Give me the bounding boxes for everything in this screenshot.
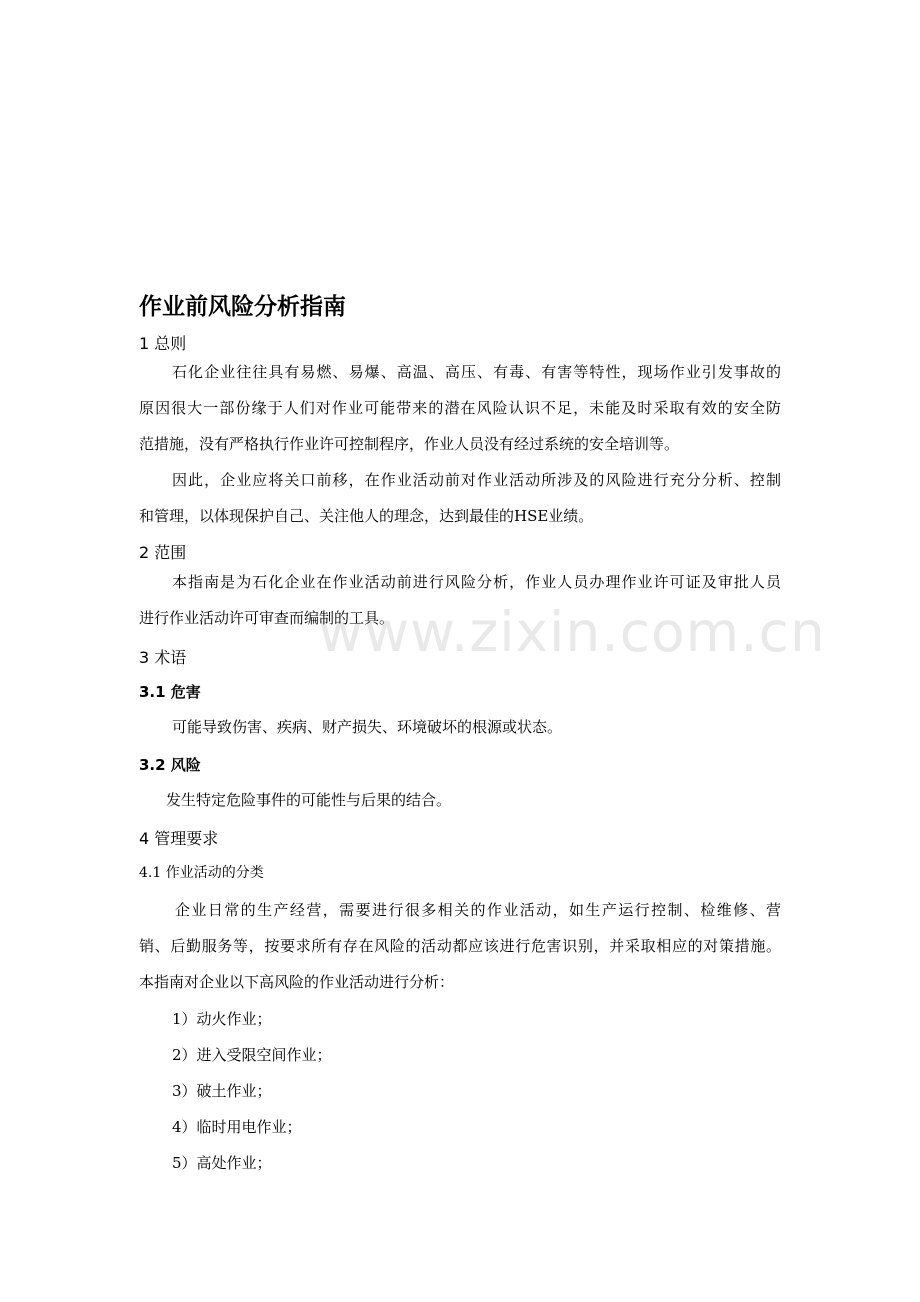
section-3-1-text: 可能导致伤害、疾病、财产损失、环境破坏的根源或状态。	[172, 718, 563, 736]
section-3-heading: 3 术语	[139, 648, 187, 667]
watermark: www.zixin.com.cn	[318, 600, 826, 664]
list-item-3: 3）破土作业；	[172, 1082, 272, 1100]
section-3-1-heading: 3.1 危害	[139, 683, 201, 701]
section-1-p1-line2: 原因很大一部份缘于人们对作业可能带来的潜在风险认识不足，未能及时采取有效的安全防	[139, 399, 781, 417]
section-1-heading: 1 总则	[139, 334, 187, 353]
section-2-heading: 2 范围	[139, 543, 187, 562]
section-2-p1-line2: 进行作业活动许可审查而编制的工具。	[139, 609, 395, 627]
section-2-p1-line1: 本指南是为石化企业在作业活动前进行风险分析，作业人员办理作业许可证及审批人员	[172, 573, 781, 591]
list-item-1: 1）动火作业；	[172, 1010, 272, 1028]
section-1-p1-line3: 范措施，没有严格执行作业许可控制程序，作业人员没有经过系统的安全培训等。	[139, 435, 680, 453]
list-item-4: 4）临时用电作业；	[172, 1118, 302, 1136]
section-1-p2-line2: 和管理，以体现保护自己、关注他人的理念，达到最佳的HSE业绩。	[139, 507, 594, 525]
section-4-1-p1-line3: 本指南对企业以下高风险的作业活动进行分析：	[139, 973, 455, 991]
section-4-heading: 4 管理要求	[139, 829, 219, 848]
section-3-2-heading: 3.2 风险	[139, 756, 201, 774]
document-title: 作业前风险分析指南	[139, 294, 346, 320]
section-4-1-p1-line1: 企业日常的生产经营，需要进行很多相关的作业活动，如生产运行控制、检维修、营	[175, 901, 781, 919]
list-item-2: 2）进入受限空间作业；	[172, 1046, 332, 1064]
section-4-1-heading: 4.1 作业活动的分类	[139, 865, 264, 881]
section-1-p1-line1: 石化企业往往具有易燃、易爆、高温、高压、有毒、有害等特性，现场作业引发事故的	[172, 363, 781, 381]
list-item-5: 5）高处作业；	[172, 1154, 272, 1172]
section-3-2-text: 发生特定危险事件的可能性与后果的结合。	[166, 791, 452, 809]
section-4-1-p1-line2: 销、后勤服务等，按要求所有存在风险的活动都应该进行危害识别，并采取相应的对策措施。	[139, 937, 781, 955]
section-1-p2-line1: 因此，企业应将关口前移，在作业活动前对作业活动所涉及的风险进行充分分析、控制	[172, 471, 781, 489]
